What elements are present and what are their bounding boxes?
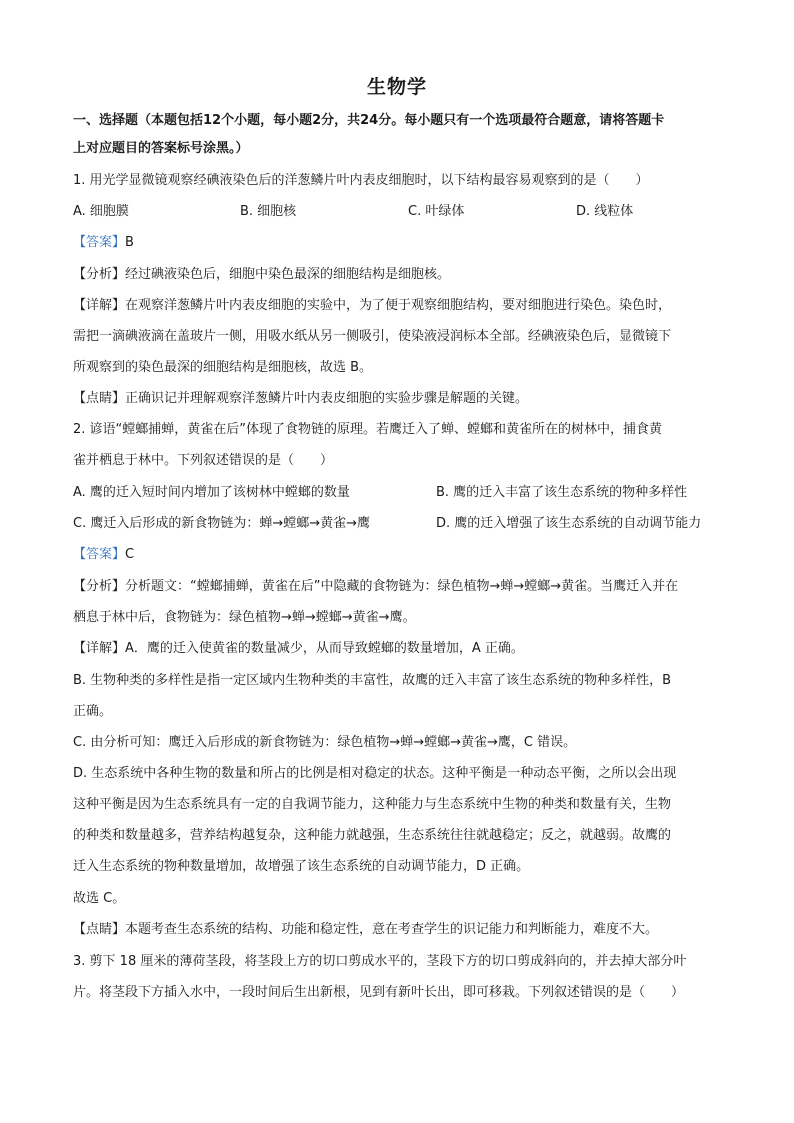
answer-tag: 【答案】 — [73, 235, 126, 250]
question-2-detail-line-1 — [73, 640, 524, 658]
question-2-detail-line-5: D. 生态系统中各种生物的数量和所占的比例是相对稳定的状态。这种平衡是一种动态平衡，之所以会出现 — [73, 766, 677, 781]
question-2-option-b: B. 鹰的迁入丰富了该生态系统的物种多样性 — [436, 485, 688, 500]
question-2-detail-line-7: 的种类和数量越多，营养结构越复杂，这种能力就越强，生态系统往往就越稳定；反之，就越弱。故鹰的 — [73, 828, 672, 843]
question-1-answer — [73, 234, 134, 252]
detail-text: 在观察洋葱鳞片叶内表皮细胞的实验中，为了便于观察细胞结构，要对细胞进行染色。染色时， — [125, 298, 672, 313]
question-1-detail-line-2: 需把一滴碘液滴在盖玻片一侧，用吸水纸从另一侧吸引，使染液浸润标本全部。经碘液染色后，显微镜下 — [73, 329, 672, 344]
question-2-analysis-line-1 — [73, 578, 678, 596]
question-2-analysis-line-2: 栖息于林中后，食物链为：绿色植物→蝉→螳螂→黄雀→鹰。 — [73, 610, 416, 625]
question-2-detail-line-3: 正确。 — [73, 704, 113, 719]
comment-tag: 【点睛】 — [73, 922, 126, 937]
question-1-comment — [73, 390, 528, 408]
analysis-tag: 【分析】 — [73, 579, 126, 594]
question-2-detail-line-8: 迁入生态系统的物种数量增加，故增强了该生态系统的自动调节能力，D 正确。 — [73, 859, 530, 874]
comment-text: 本题考查生态系统的结构、功能和稳定性，意在考查学生的识记能力和判断能力，难度不大。 — [125, 922, 659, 937]
question-1-stem: 1. 用光学显微镜观察经碘液染色后的洋葱鳞片叶内表皮细胞时，以下结构最容易观察到的是（ ） — [73, 173, 649, 188]
comment-text: 正确识记并理解观察洋葱鳞片叶内表皮细胞的实验步骤是解题的关键。 — [125, 391, 529, 406]
question-1-detail-line-3: 所观察到的染色最深的细胞结构是细胞核，故选 B。 — [73, 360, 373, 375]
question-1-option-c: C. 叶绿体 — [408, 204, 465, 219]
question-2-detail-line-9: 故选 C。 — [73, 891, 126, 906]
question-2-option-a: A. 鹰的迁入短时间内增加了该树林中螳螂的数量 — [73, 485, 350, 500]
question-2-option-c: C. 鹰迁入后形成的新食物链为：蝉→螳螂→黄雀→鹰 — [73, 516, 371, 531]
question-3-stem-line-1: 3. 剪下 18 厘米的薄荷茎段，将茎段上方的切口剪成水平的，茎段下方的切口剪成斜向的，并去掉大部分叶 — [73, 954, 687, 969]
question-2-option-d: D. 鹰的迁入增强了该生态系统的自动调节能力 — [436, 516, 702, 531]
question-1-option-b: B. 细胞核 — [240, 204, 297, 219]
detail-text: A．鹰的迁入使黄雀的数量减少，从而导致螳螂的数量增加，A 正确。 — [125, 641, 524, 656]
question-2-comment — [73, 921, 658, 939]
question-2-answer — [73, 546, 134, 564]
question-1-analysis — [73, 266, 450, 284]
section-heading-line-2: 上对应题目的答案标号涂黑。） — [73, 141, 249, 156]
section-heading-line-1: 一、选择题（本题包括12个小题，每小题2分，共24分。每小题只有一个选项最符合题意，请将答题卡 — [73, 113, 665, 128]
question-2-detail-line-2: B. 生物种类的多样性是指一定区域内生物种类的丰富性，故鹰的迁入丰富了该生态系统的物种多样性，B — [73, 673, 672, 688]
answer-tag: 【答案】 — [73, 547, 126, 562]
answer-value: B — [125, 235, 134, 250]
question-1-option-d: D. 线粒体 — [576, 204, 634, 219]
question-2-stem-line-1: 2. 谚语“螳螂捕蝉，黄雀在后”体现了食物链的原理。若鹰迁入了蝉、螳螂和黄雀所在的树林中，捕食黄 — [73, 422, 663, 437]
answer-value: C — [125, 547, 135, 562]
detail-tag: 【详解】 — [73, 641, 126, 656]
analysis-tag: 【分析】 — [73, 267, 126, 282]
question-3-stem-line-2: 片。将茎段下方插入水中，一段时间后生出新根，见到有新叶长出，即可移栽。下列叙述错误的是（ ） — [73, 985, 685, 1000]
analysis-text: 分析题文：“螳螂捕蝉，黄雀在后”中隐藏的食物链为：绿色植物→蝉→螳螂→黄雀。当鹰迁入并在 — [125, 579, 679, 594]
page-title: 生物学 — [366, 76, 427, 98]
question-1-detail-line-1 — [73, 297, 671, 315]
question-2-detail-line-4: C. 由分析可知：鹰迁入后形成的新食物链为：绿色植物→蝉→螳螂→黄雀→鹰，C 错误。 — [73, 735, 577, 750]
question-2-detail-line-6: 这种平衡是因为生态系统具有一定的自我调节能力，这种能力与生态系统中生物的种类和数量有关，生物 — [73, 797, 672, 812]
comment-tag: 【点睛】 — [73, 391, 126, 406]
question-1-option-a: A. 细胞膜 — [73, 204, 129, 219]
question-2-stem-line-2: 雀并栖息于林中。下列叙述错误的是（ ） — [73, 453, 334, 468]
detail-tag: 【详解】 — [73, 298, 126, 313]
analysis-text: 经过碘液染色后，细胞中染色最深的细胞结构是细胞核。 — [125, 267, 451, 282]
